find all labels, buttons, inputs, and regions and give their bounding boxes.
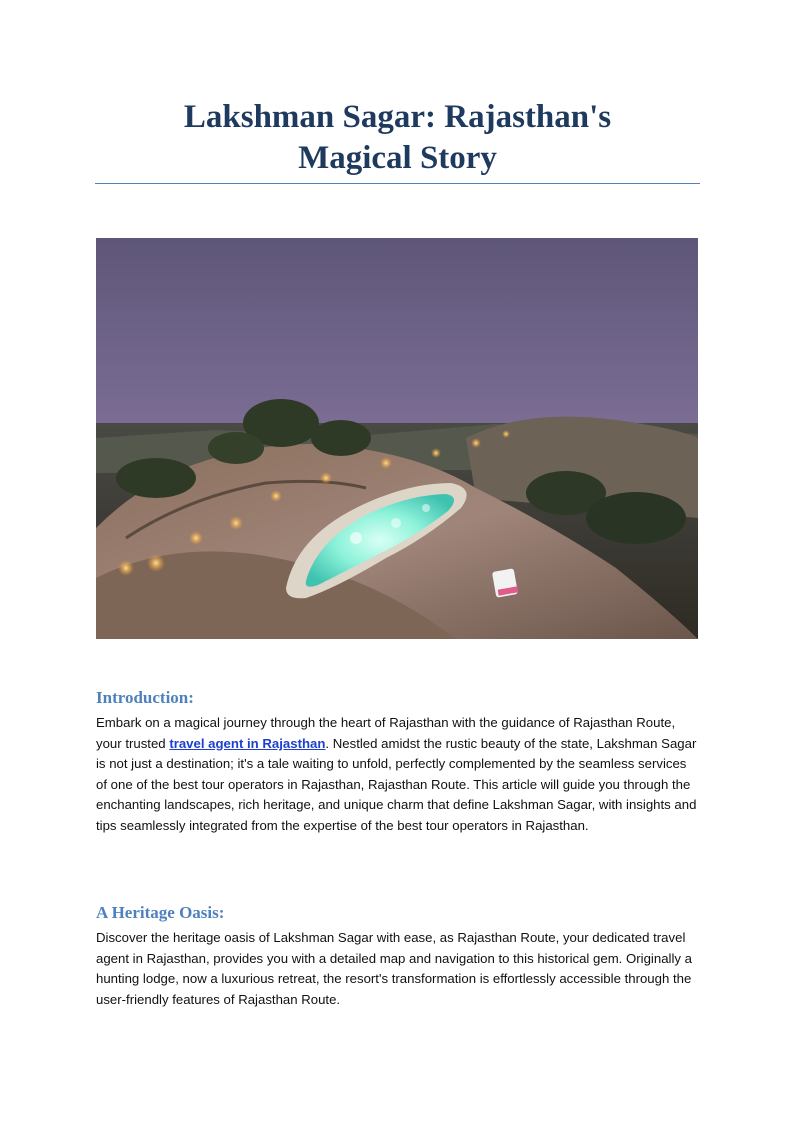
heritage-paragraph: Discover the heritage oasis of Lakshman Sagar with ease, as Rajasthan Route, your dedicated travel agent in Rajasthan, provides you with a detailed map and navigation to this historical gem. Originally a hunting lodge, now a luxurious retreat, the resort's transformation is effortlessly accessible through the user-friendly features of Rajasthan Route.	[96, 930, 692, 1007]
hero-image	[96, 238, 698, 639]
title-line-1: Lakshman Sagar: Rajasthan's	[183, 99, 612, 135]
title-divider	[95, 183, 700, 184]
heritage-heading: A Heritage Oasis:	[96, 903, 225, 922]
title-line-2: Magical Story	[298, 140, 497, 176]
travel-agent-link[interactable]: travel agent in Rajasthan	[169, 735, 326, 751]
intro-paragraph	[96, 713, 700, 837]
page-title	[95, 97, 700, 179]
intro-text-end: . Nestled amidst the rustic beauty of the state, Lakshman Sagar is not just a destination; it's a tale waiting to unfold, perfectly complemented by the seamless services of one of the best tour operators in Rajasthan, Rajasthan Route. This article will guide you through the enchanting landscapes, rich heritage, and unique charm that define Lakshman Sagar, with insights and tips seamlessly integrated from the expertise of the best tour operators in Rajasthan.	[96, 735, 697, 833]
intro-heading: Introduction:	[96, 688, 194, 707]
intro-text-start: Embark on a magical journey through the heart of Rajasthan with the guidance of Rajasthan Route, your trusted	[96, 715, 676, 751]
resort-pool-photo-icon	[96, 238, 698, 639]
